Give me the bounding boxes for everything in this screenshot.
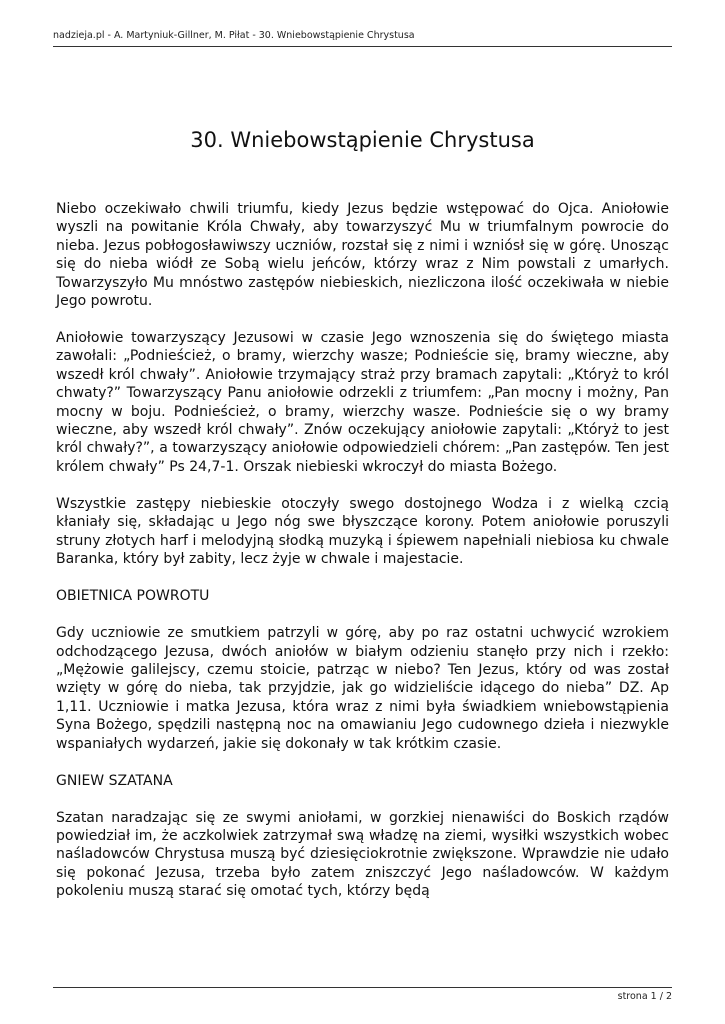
page-header: nadzieja.pl - A. Martyniuk-Gillner, M. Piłat - 30. Wniebowstąpienie Chrystusa [53, 30, 415, 41]
page-number: strona 1 / 2 [617, 991, 672, 1002]
section-heading: GNIEW SZATANA [56, 772, 173, 789]
paragraph: Niebo oczekiwało chwili triumfu, kiedy Jezus będzie wstępować do Ojca. Aniołowie wyszli na powitanie Króla Chwały, aby towarzyszyć Mu w triumfalnym powrocie do nieba. Jezus pobłogosławiwszy uczniów, rozstał się z nimi i wzniósł się w górę. Unosząc się do nieba wiódł ze Sobą wielu jeńców, którzy wraz z Nim powstali z umarłych. Towarzyszyło Mu mnóstwo zastępów niebieskich, niezliczona ilość oczekiwała w niebie Jego powrotu. [56, 201, 669, 310]
page-title: 30. Wniebowstąpienie Chrystusa [190, 128, 535, 153]
footer-divider [53, 987, 672, 988]
paragraph: Szatan naradzając się ze swymi aniołami, w gorzkiej nienawiści do Boskich rządów powiedział im, że aczkolwiek zatrzymał swą władzę na ziemi, wysiłki wszystkich wobec naśladowców Chrystusa muszą być dziesięciokrotnie zwiększone. Wprawdzie nie udało się pokonać Jezusa, trzeba było zatem zniszczyć Jego naśladowców. W każdym pokoleniu muszą starać się omotać tych, którzy będą [56, 809, 669, 900]
article-body [56, 200, 669, 919]
header-divider [53, 46, 672, 47]
paragraph: Wszystkie zastępy niebieskie otoczyły swego dostojnego Wodza i z wielką czcią kłaniały się, składając u Jego nóg swe błyszczące korony. Potem aniołowie poruszyli struny złotych harf i melodyjną słodką muzyką i śpiewem napełniali niebiosa ku chwale Baranka, który był zabity, lecz żyje w chwale i majestacie. [56, 495, 669, 568]
paragraph: Aniołowie towarzyszący Jezusowi w czasie Jego wznoszenia się do świętego miasta zawołali: „Podnieścież, o bramy, wierzchy wasze; Podnieście się, bramy wieczne, aby wszedł król chwały”. Aniołowie trzymający straż przy bramach zapytali: „Któryż to król chwaty?” Towarzyszący Panu aniołowie odrzekli z triumfem: „Pan mocny i możny, Pan mocny w boju. Podnieścież, o bramy, wierzchy wasze. Podnieście się o wy bramy wieczne, aby wszedł król chwały”. Znów oczekujący aniołowie zapytali: „Któryż to jest król chwały?”, a towarzyszący aniołowie odpowiedzieli chórem: „Pan zastępów. Ten jest królem chwały” Ps 24,7-1. Orszak niebieski wkroczył do miasta Bożego. [56, 330, 669, 475]
paragraph: Gdy uczniowie ze smutkiem patrzyli w górę, aby po raz ostatni uchwycić wzrokiem odchodzącego Jezusa, dwóch aniołów w białym odzieniu stanęło przy nich i rzekło: „Mężowie galilejscy, czemu stoicie, patrząc w niebo? Ten Jezus, który od was został wzięty w górę do nieba, tak przyjdzie, jak go widzieliście idącego do nieba” DZ. Ap 1,11. Uczniowie i matka Jezusa, która wraz z nimi była świadkiem wniebowstąpienia Syna Bożego, spędzili następną noc na omawianiu Jego cudownego dzieła i niezwykle wspaniałych wydarzeń, jakie się dokonały w tak krótkim czasie. [56, 625, 669, 752]
section-heading: OBIETNICA POWROTU [56, 588, 210, 605]
